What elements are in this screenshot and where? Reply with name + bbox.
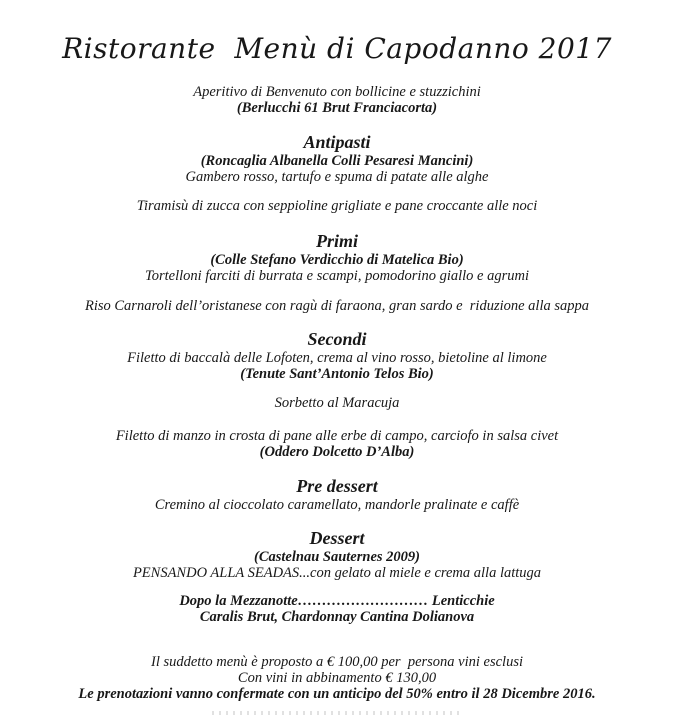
midnight-line-2: Caralis Brut, Chardonnay Cantina Dolianova — [199, 609, 475, 625]
primi-dish-1: Tortelloni farciti di burrata e scampi, pomodorino giallo e agrumi — [145, 268, 529, 284]
secondi-heading: Secondi — [307, 329, 367, 349]
secondi-sorbet: Sorbetto al Maracuja — [274, 395, 400, 411]
antipasti-heading: Antipasti — [303, 132, 371, 152]
secondi-dish-2: Filetto di manzo in crosta di pane alle erbe di campo, carciofo in salsa civet — [115, 428, 559, 444]
secondi-wine-2: (Oddero Dolcetto D’Alba) — [259, 444, 415, 460]
aperitivo-dish: Aperitivo di Benvenuto con bollicine e stuzzichini — [193, 84, 481, 100]
section-antipasti — [0, 131, 674, 214]
section-secondi — [0, 328, 674, 460]
section-primi — [0, 230, 674, 314]
pre-dessert-heading: Pre dessert — [296, 476, 378, 496]
pre-dessert-dish: Cremino al cioccolato caramellato, mandorle pralinate e caffè — [154, 497, 520, 513]
primi-dish-2: Riso Carnaroli dell’oristanese con ragù di faraona, gran sardo e riduzione alla sappa — [84, 298, 590, 314]
antipasti-dish-1: Gambero rosso, tartufo e spuma di patate alle alghe — [185, 169, 489, 185]
footer-booking-note: Le prenotazioni vanno confermate con un anticipo del 50% entro il 28 Dicembre 2016. — [78, 686, 596, 702]
section-pre-dessert — [0, 475, 674, 513]
section-footer — [0, 654, 674, 702]
section-midnight — [0, 593, 674, 625]
page-title: Ristorante Menù di Capodanno 2017 — [62, 32, 612, 65]
section-dessert — [0, 527, 674, 581]
dessert-wine: (Castelnau Sauternes 2009) — [254, 549, 420, 565]
secondi-wine-1: (Tenute Sant’Antonio Telos Bio) — [240, 366, 434, 382]
primi-wine: (Colle Stefano Verdicchio di Matelica Bio) — [210, 252, 464, 268]
midnight-line-1: Dopo la Mezzanotte……………………… Lenticchie — [179, 593, 495, 609]
secondi-dish-1: Filetto di baccalà delle Lofoten, crema al vino rosso, bietoline al limone — [127, 350, 547, 366]
dessert-dish: PENSANDO ALLA SEADAS...con gelato al miele e crema alla lattuga — [132, 565, 542, 581]
section-aperitivo — [0, 84, 674, 116]
footer-price-line-2: Con vini in abbinamento € 130,00 — [237, 670, 437, 686]
footer-price-line-1: Il suddetto menù è proposto a € 100,00 per persona vini esclusi — [151, 654, 523, 670]
antipasti-dish-2: Tiramisù di zucca con seppioline grigliate e pane croccante alle noci — [136, 198, 538, 214]
aperitivo-wine: (Berlucchi 61 Brut Franciacorta) — [236, 100, 438, 116]
dessert-heading: Dessert — [309, 528, 365, 548]
antipasti-wine: (Roncaglia Albanella Colli Pesaresi Mancini) — [200, 153, 474, 169]
primi-heading: Primi — [315, 231, 358, 251]
cutoff-text-remnant — [212, 711, 462, 715]
